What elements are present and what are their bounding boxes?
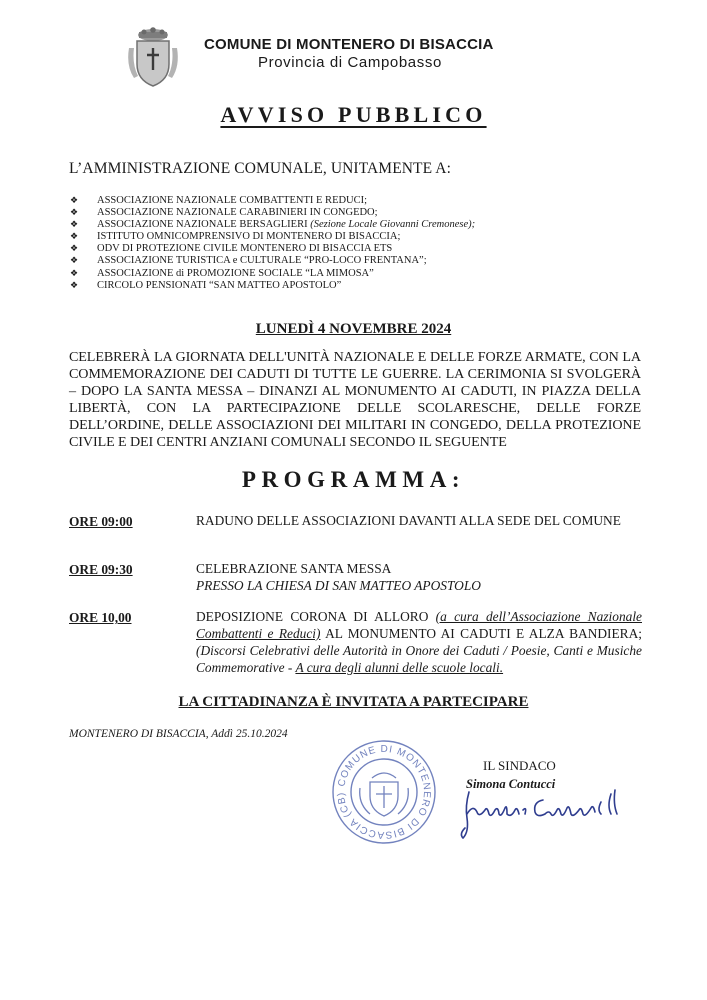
association-name: ODV DI PROTEZIONE CIVILE MONTENERO DI BISACCIA ETS bbox=[97, 243, 393, 255]
municipal-crest-icon bbox=[124, 26, 182, 88]
association-name: ASSOCIAZIONE NAZIONALE CARABINIERI IN CONGEDO; bbox=[97, 207, 378, 219]
association-name: ISTITUTO OMNICOMPRENSIVO DI MONTENERO DI BISACCIA; bbox=[97, 231, 401, 243]
program-description-3 bbox=[196, 608, 642, 676]
associations-list bbox=[70, 194, 475, 291]
seal-ring-text: COMUNE DI MONTENERO DI BISACCIA (CB) bbox=[335, 743, 433, 841]
association-item bbox=[70, 218, 475, 230]
intro-line: L’AMMINISTRAZIONE COMUNALE, UNITAMENTE A: bbox=[69, 160, 452, 177]
diamond-bullet-icon: ❖ bbox=[70, 207, 79, 218]
program-time-2: ORE 09:30 bbox=[69, 562, 133, 577]
diamond-bullet-icon: ❖ bbox=[70, 243, 79, 254]
program-description-1: RADUNO DELLE ASSOCIAZIONI DAVANTI ALLA SEDE DEL COMUNE bbox=[196, 513, 621, 528]
signer-role: IL SINDACO bbox=[483, 758, 556, 773]
signer-name: Simona Contucci bbox=[466, 777, 556, 791]
program-time-3: ORE 10,00 bbox=[69, 610, 132, 625]
event-date: LUNEDÌ 4 NOVEMBRE 2024 bbox=[255, 321, 452, 337]
program-2-text: CELEBRAZIONE SANTA MESSA bbox=[196, 561, 392, 576]
association-item bbox=[70, 254, 475, 266]
association-item bbox=[70, 206, 475, 218]
notice-title: AVVISO PUBBLICO bbox=[220, 102, 487, 127]
program-time-1: ORE 09:00 bbox=[69, 514, 133, 529]
association-name: ASSOCIAZIONE NAZIONALE COMBATTENTI E REDUCI; bbox=[97, 195, 368, 206]
program-3-organizer: (a cura dell’Associazione Nazionale Combattenti e Reduci) bbox=[196, 609, 642, 641]
association-item bbox=[70, 194, 475, 206]
association-note: (Sezione Locale Giovanni Cremonese); bbox=[310, 219, 476, 231]
program-2-detail: PRESSO LA CHIESA DI SAN MATTEO APOSTOLO bbox=[196, 578, 481, 593]
place-and-date: MONTENERO DI BISACCIA, Addì 25.10.2024 bbox=[69, 728, 288, 740]
diamond-bullet-icon: ❖ bbox=[70, 279, 79, 290]
municipality-name: COMUNE DI MONTENERO DI BISACCIA bbox=[204, 36, 494, 53]
program-3-students: A cura degli alunni delle scuole locali. bbox=[295, 660, 504, 675]
diamond-bullet-icon: ❖ bbox=[70, 195, 79, 205]
invitation-line: LA CITTADINANZA È INVITATA A PARTECIPARE bbox=[178, 694, 529, 710]
association-name: CIRCOLO PENSIONATI “SAN MATTEO APOSTOLO” bbox=[97, 279, 342, 291]
association-item bbox=[70, 279, 475, 291]
program-3-speeches: (Discorsi Celebrativi delle Autorità in Onore dei Caduti / Poesie, Canti e Musiche Commemorative - bbox=[196, 643, 642, 675]
association-name: ASSOCIAZIONE TURISTICA e CULTURALE “PRO-LOCO FRENTANA”; bbox=[97, 255, 427, 267]
official-seal-icon bbox=[330, 738, 438, 846]
association-item bbox=[70, 242, 475, 254]
program-3-part1: DEPOSIZIONE CORONA DI ALLORO bbox=[196, 609, 436, 624]
association-item bbox=[70, 267, 475, 279]
diamond-bullet-icon: ❖ bbox=[70, 255, 79, 266]
diamond-bullet-icon: ❖ bbox=[70, 231, 79, 242]
handwritten-signature-icon bbox=[455, 784, 635, 840]
province-name: Provincia di Campobasso bbox=[258, 54, 442, 71]
association-name: ASSOCIAZIONE di PROMOZIONE SOCIALE “LA MIMOSA” bbox=[97, 267, 374, 279]
program-title: PROGRAMMA: bbox=[241, 467, 466, 492]
diamond-bullet-icon: ❖ bbox=[70, 267, 79, 278]
association-item bbox=[70, 230, 475, 242]
diamond-bullet-icon: ❖ bbox=[70, 219, 79, 230]
announcement-body: CELEBRERÀ LA GIORNATA DELL'UNITÀ NAZIONALE E DELLE FORZE ARMATE, CON LA COMMEMORAZIONE DEI CADUTI DI TUTTE LE GUERRE. LA CERIMONIA SI SVOLGERÀ – DOPO LA SANTA MESSA – DINANZI AL MONUMENTO AI CADUTI, IN PIAZZA DELLA LIBERTÀ, CON LA PARTECIPAZIONE DELLE SCOLARESCHE, DELLE FORZE DELL’ORDINE, DELLE ASSOCIAZIONI DEI MILITARI IN CONGEDO, DELLA PROTEZIONE CIVILE E DEI CENTRI ANZIANI COMUNALI SECONDO IL SEGUENTE bbox=[69, 349, 641, 450]
association-name: ASSOCIAZIONE NAZIONALE BERSAGLIERI bbox=[97, 219, 311, 231]
program-3-part3: AL MONUMENTO AI CADUTI E ALZA BANDIERA; bbox=[320, 626, 642, 641]
program-description-2 bbox=[196, 560, 642, 594]
